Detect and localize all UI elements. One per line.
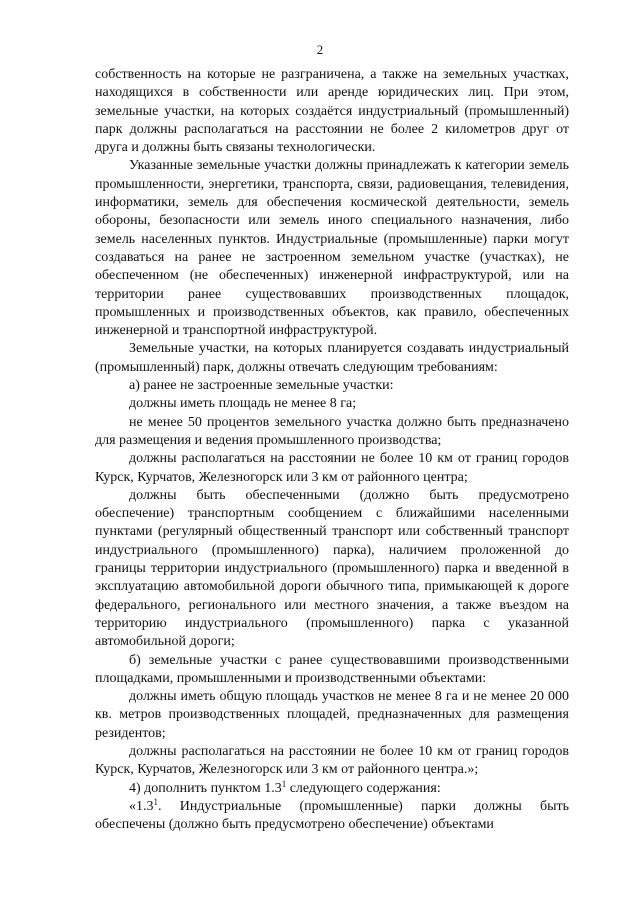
superscript: 1 xyxy=(153,796,158,807)
document-body xyxy=(95,66,569,834)
paragraph-text: 4) дополнить пунктом 1.3 xyxy=(129,780,282,796)
paragraph-amendment-instruction xyxy=(95,780,569,798)
paragraph: Указанные земельные участки должны принадлежать к категории земель промышленности, энергетики, транспорта, связи, радиовещания, телевидения, информатики, земель для обеспечения космической деятельности, земель обороны, безопасности или земель иного специального назначения, либо земель населенных пунктов. Индустриальные (промышленные) парки могут создаваться на ранее не застроенном земельном участке (участках), не обеспеченном (не обеспеченных) инженерной инфраструктурой, или на территории ранее существовавших производственных площадок, промышленных и производственных объектов, как правило, обеспеченных инженерной и транспортной инфраструктурой. xyxy=(95,158,569,339)
paragraph-text: . Индустриальные (промышленные) парки должны быть обеспечены (должно быть предусмотрено обеспечение) объектами xyxy=(95,798,569,833)
page-number: 2 xyxy=(316,42,324,57)
paragraph: должны иметь площадь не менее 8 га; xyxy=(129,396,357,412)
paragraph-text: «1.3 xyxy=(129,798,154,814)
paragraph: должны располагаться на расстоянии не более 10 км от границ городов Курск, Курчатов, Железногорск или 3 км от районного центра; xyxy=(95,451,569,485)
paragraph: Земельные участки, на которых планируется создавать индустриальный (промышленный) парк, должны отвечать следующим требованиям: xyxy=(95,341,569,375)
paragraph: собственность на которые не разграничена, а также на земельных участках, находящихся в собственности или аренде юридических лиц. При этом, земельные участки, на которых создаётся индустриальный (промышленный) парк должны располагаться на расстоянии не более 2 километров друг от друга и должны быть связаны технологически. xyxy=(95,67,569,156)
superscript: 1 xyxy=(281,778,287,789)
paragraph: должны быть обеспеченными (должно быть предусмотрено обеспечение) транспортным сообщением с ближайшими населенными пунктами (регулярный общественный транспорт или собственный транспорт индустриального (промышленного) парка), наличием проложенной до границы территории индустриального (промышленного) парка и введенной в эксплуатацию автомобильной дороги обычного типа, примыкающей к дороге федерального, регионального или местного значения, а также въездом на территорию индустриального (промышленного) парка с указанной автомобильной дороги; xyxy=(95,487,569,650)
paragraph: а) ранее не застроенные земельные участки: xyxy=(129,378,394,394)
paragraph: б) земельные участки с ранее существовавшими производственными площадками, промышленными и производственными объектами: xyxy=(95,652,569,686)
paragraph: должны располагаться на расстоянии не более 10 км от границ городов Курск, Курчатов, Железногорск или 3 км от районного центра.»; xyxy=(95,743,569,778)
paragraph: не менее 50 процентов земельного участка должно быть предназначено для размещения и ведения промышленного производства; xyxy=(95,414,569,448)
paragraph: должны иметь общую площадь участков не менее 8 га и не менее 20 000 кв. метров производственных площадей, предназначенных для размещения резидентов; xyxy=(95,689,569,741)
paragraph-new-clause xyxy=(95,798,569,835)
paragraph-text: следующего содержания: xyxy=(286,780,441,796)
